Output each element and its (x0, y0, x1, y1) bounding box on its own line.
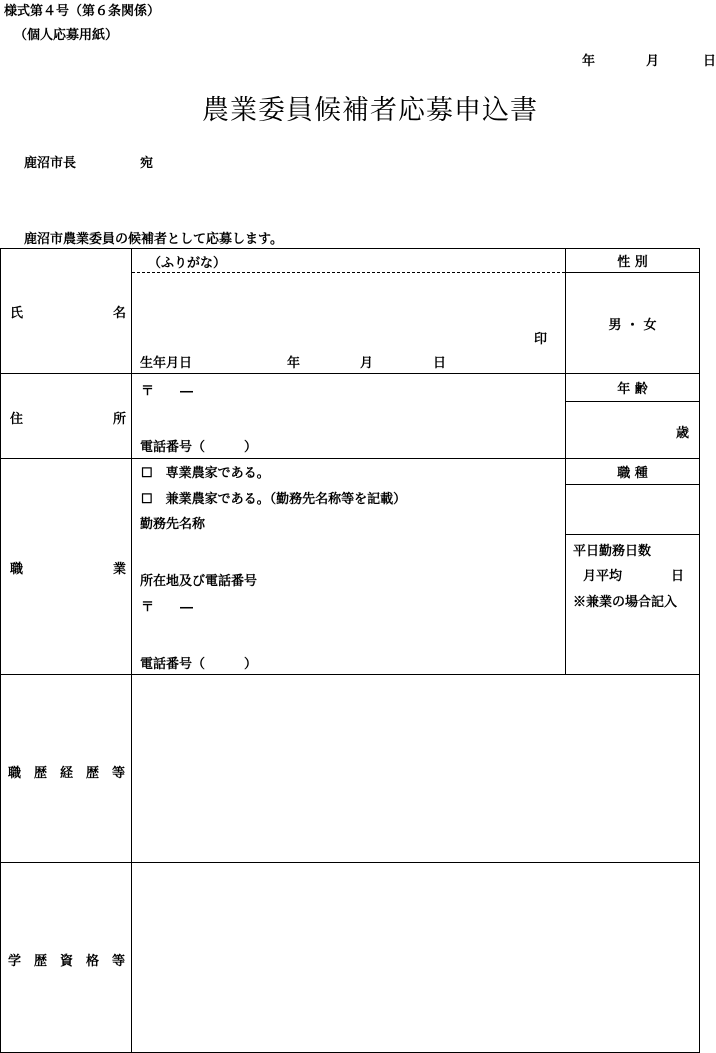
employer-name-label: 勤務先名称 (140, 517, 206, 532)
addressee-name: 鹿沼市長 (24, 156, 77, 171)
form-type: （個人応募用紙） (14, 28, 119, 43)
name-field[interactable] (134, 276, 562, 326)
weekday-work-days-label: 平日勤務日数 (573, 544, 652, 559)
name-label: 氏 名 (10, 306, 126, 321)
birth-day-label: 日 (433, 356, 447, 371)
monthly-average-label: 月平均 (583, 569, 623, 584)
form-number: 様式第４号（第６条関係） (4, 4, 161, 19)
birth-year-label: 年 (287, 356, 301, 371)
date-month-label: 月 (646, 54, 660, 69)
age-header: 年 齢 (617, 382, 648, 397)
employer-postal: 〒 ― (141, 600, 194, 615)
career-label: 職 歴 経 歴 等 (8, 766, 125, 781)
days-unit: 日 (671, 569, 685, 584)
employer-address-field[interactable] (134, 614, 562, 650)
addressee-suffix: 宛 (140, 156, 154, 171)
career-field[interactable] (134, 677, 697, 860)
page-title: 農業委員候補者応募申込書 (202, 95, 538, 126)
date-year-label: 年 (582, 54, 596, 69)
employer-name-field[interactable] (134, 532, 562, 568)
job-type-field[interactable] (567, 486, 698, 533)
gender-header: 性 別 (617, 255, 648, 270)
education-field[interactable] (134, 865, 697, 1050)
age-field[interactable] (567, 403, 673, 457)
fulltime-farmer-checkbox[interactable]: ☐ 専業農家である。 (141, 466, 270, 481)
part-time-note: ※兼業の場合記入 (573, 595, 678, 610)
address-postal: 〒 ― (141, 384, 194, 399)
date-day-label: 日 (703, 54, 716, 69)
gender-options[interactable]: 男 ・ 女 (608, 317, 657, 333)
education-label: 学 歴 資 格 等 (8, 954, 125, 969)
employer-location-label: 所在地及び電話番号 (140, 574, 258, 589)
seal-mark: 印 (534, 332, 548, 347)
birth-date-label: 生年月日 (140, 356, 193, 371)
birth-month-label: 月 (360, 356, 374, 371)
occupation-label: 職 業 (10, 562, 126, 577)
intro-text: 鹿沼市農業委員の候補者として応募します。 (24, 232, 283, 247)
employer-phone-label: 電話番号（ ） (140, 657, 258, 672)
address-label: 住 所 (10, 412, 126, 427)
age-unit: 歳 (676, 426, 690, 441)
furigana-label: （ふりがな） (148, 256, 227, 271)
parttime-farmer-checkbox[interactable]: ☐ 兼業農家である。（勤務先名称等を記載） (141, 492, 407, 507)
address-phone-label: 電話番号（ ） (140, 440, 258, 455)
job-type-header: 職 種 (617, 466, 648, 481)
address-field[interactable] (134, 398, 562, 432)
